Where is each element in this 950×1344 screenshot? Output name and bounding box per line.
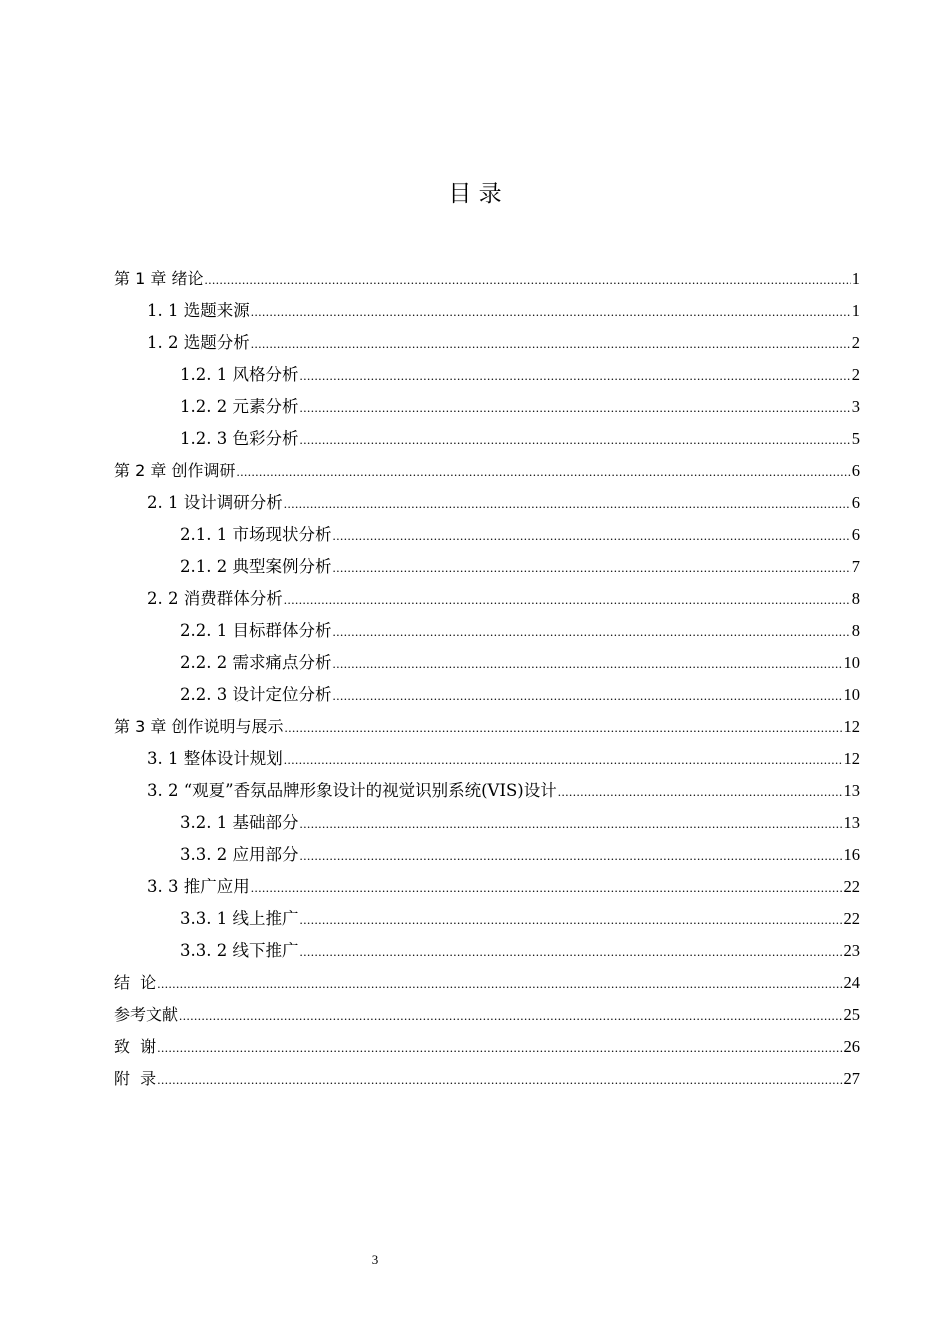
toc-entry[interactable] (114, 935, 860, 967)
toc-entry-label: 2. 2 消费群体分析 (147, 589, 283, 608)
toc-entry[interactable] (114, 967, 860, 999)
toc-entry-label: 2.2. 2 需求痛点分析 (180, 653, 332, 672)
toc-entry-label: 3. 3 推广应用 (147, 877, 250, 896)
toc-entry-page: 1 (851, 301, 860, 320)
toc-entry[interactable] (114, 327, 860, 359)
toc-entry-label: 3. 1 整体设计规划 (147, 749, 283, 768)
toc-entry-label: 2. 1 设计调研分析 (147, 493, 283, 512)
toc-entry[interactable] (114, 519, 860, 551)
toc-entry-page: 10 (843, 685, 860, 704)
toc-entry[interactable] (114, 455, 860, 487)
toc-entry-label: 3.3. 2 线下推广 (180, 941, 299, 960)
toc-dot-leader (332, 648, 842, 680)
toc-entry-label: 3. 2 “观夏”香氛品牌形象设计的视觉识别系统(VIS)设计 (147, 781, 557, 800)
toc-entry-page: 25 (843, 1005, 860, 1024)
toc-entry-page: 13 (843, 813, 860, 832)
toc-entry-page: 26 (843, 1037, 860, 1056)
toc-dot-leader (299, 936, 842, 968)
toc-entry-label: 附 录 (114, 1069, 157, 1088)
toc-dot-leader (558, 776, 843, 808)
page-title (0, 176, 950, 212)
toc-entry-page: 3 (851, 397, 860, 416)
toc-dot-leader (284, 744, 843, 776)
toc-entry-label: 2.2. 3 设计定位分析 (180, 685, 332, 704)
toc-entry[interactable] (114, 391, 860, 423)
toc-entry-label: 3.3. 2 应用部分 (180, 845, 299, 864)
toc-entry-label: 2.2. 1 目标群体分析 (180, 621, 332, 640)
toc-dot-leader (332, 520, 850, 552)
toc-entry[interactable] (114, 583, 860, 615)
toc-dot-leader (236, 456, 850, 488)
toc-entry-page: 23 (843, 941, 860, 960)
toc-dot-leader (299, 424, 850, 456)
toc-entry-label: 第 2 章 创作调研 (114, 461, 236, 480)
toc-entry-label: 第 1 章 绪论 (114, 269, 204, 288)
toc-dot-leader (251, 872, 843, 904)
toc-entry-page: 2 (851, 365, 860, 384)
toc-entry[interactable] (114, 807, 860, 839)
toc-dot-leader (157, 1032, 842, 1064)
toc-entry-page: 24 (843, 973, 860, 992)
toc-entry[interactable] (114, 999, 860, 1031)
toc-dot-leader (299, 840, 842, 872)
page-title-text: 目 录 (448, 181, 502, 207)
toc-dot-leader (157, 1064, 842, 1096)
toc-entry-label: 第 3 章 创作说明与展示 (114, 717, 284, 736)
toc-entry-label: 2.1. 1 市场现状分析 (180, 525, 332, 544)
toc-entry[interactable] (114, 487, 860, 519)
toc-entry-label: 致 谢 (114, 1037, 157, 1056)
toc-dot-leader (299, 392, 850, 424)
toc-entry[interactable] (114, 679, 860, 711)
toc-entry[interactable] (114, 711, 860, 743)
toc-entry-page: 2 (851, 333, 860, 352)
toc-entry-page: 7 (851, 557, 860, 576)
toc-dot-leader (204, 264, 850, 296)
toc-entry-label: 参考文献 (114, 1005, 179, 1024)
toc-dot-leader (332, 552, 850, 584)
toc-entry[interactable] (114, 839, 860, 871)
toc-entry-label: 1.2. 1 风格分析 (180, 365, 299, 384)
toc-entry-label: 结 论 (114, 973, 157, 992)
toc-entry-page: 6 (851, 525, 860, 544)
toc-entry-label: 3.3. 1 线上推广 (180, 909, 299, 928)
toc-entry[interactable] (114, 263, 860, 295)
toc-entry[interactable] (114, 295, 860, 327)
toc-entry-page: 13 (843, 781, 860, 800)
toc-entry[interactable] (114, 903, 860, 935)
table-of-contents (114, 263, 860, 1095)
toc-entry-label: 1.2. 3 色彩分析 (180, 429, 299, 448)
toc-dot-leader (284, 488, 851, 520)
toc-entry[interactable] (114, 423, 860, 455)
toc-entry[interactable] (114, 615, 860, 647)
toc-entry-page: 27 (843, 1069, 860, 1088)
toc-entry-page: 8 (851, 621, 860, 640)
toc-entry-label: 1.2. 2 元素分析 (180, 397, 299, 416)
toc-dot-leader (299, 360, 850, 392)
toc-dot-leader (284, 712, 842, 744)
toc-dot-leader (157, 968, 842, 1000)
toc-dot-leader (332, 616, 850, 648)
toc-dot-leader (284, 584, 851, 616)
toc-entry[interactable] (114, 647, 860, 679)
toc-entry-page: 12 (843, 717, 860, 736)
toc-entry-label: 2.1. 2 典型案例分析 (180, 557, 332, 576)
toc-entry[interactable] (114, 1031, 860, 1063)
toc-entry[interactable] (114, 1063, 860, 1095)
toc-entry-page: 22 (843, 877, 860, 896)
page-number (0, 1252, 750, 1268)
toc-dot-leader (179, 1000, 842, 1032)
toc-entry-label: 3.2. 1 基础部分 (180, 813, 299, 832)
page-number-text: 3 (371, 1252, 379, 1267)
toc-entry-label: 1. 1 选题来源 (147, 301, 250, 320)
toc-entry[interactable] (114, 359, 860, 391)
toc-dot-leader (332, 680, 842, 712)
toc-entry-page: 1 (851, 269, 860, 288)
toc-dot-leader (299, 904, 842, 936)
toc-dot-leader (299, 808, 842, 840)
toc-entry-page: 5 (851, 429, 860, 448)
toc-entry-page: 12 (843, 749, 860, 768)
toc-entry-page: 6 (851, 493, 860, 512)
toc-entry-page: 16 (843, 845, 860, 864)
toc-dot-leader (251, 296, 851, 328)
toc-entry-label: 1. 2 选题分析 (147, 333, 250, 352)
toc-entry[interactable] (114, 775, 860, 807)
toc-entry-page: 8 (851, 589, 860, 608)
toc-entry-page: 10 (843, 653, 860, 672)
toc-entry[interactable] (114, 551, 860, 583)
toc-entry-page: 6 (851, 461, 860, 480)
toc-entry[interactable] (114, 743, 860, 775)
toc-entry[interactable] (114, 871, 860, 903)
toc-dot-leader (251, 328, 851, 360)
toc-entry-page: 22 (843, 909, 860, 928)
